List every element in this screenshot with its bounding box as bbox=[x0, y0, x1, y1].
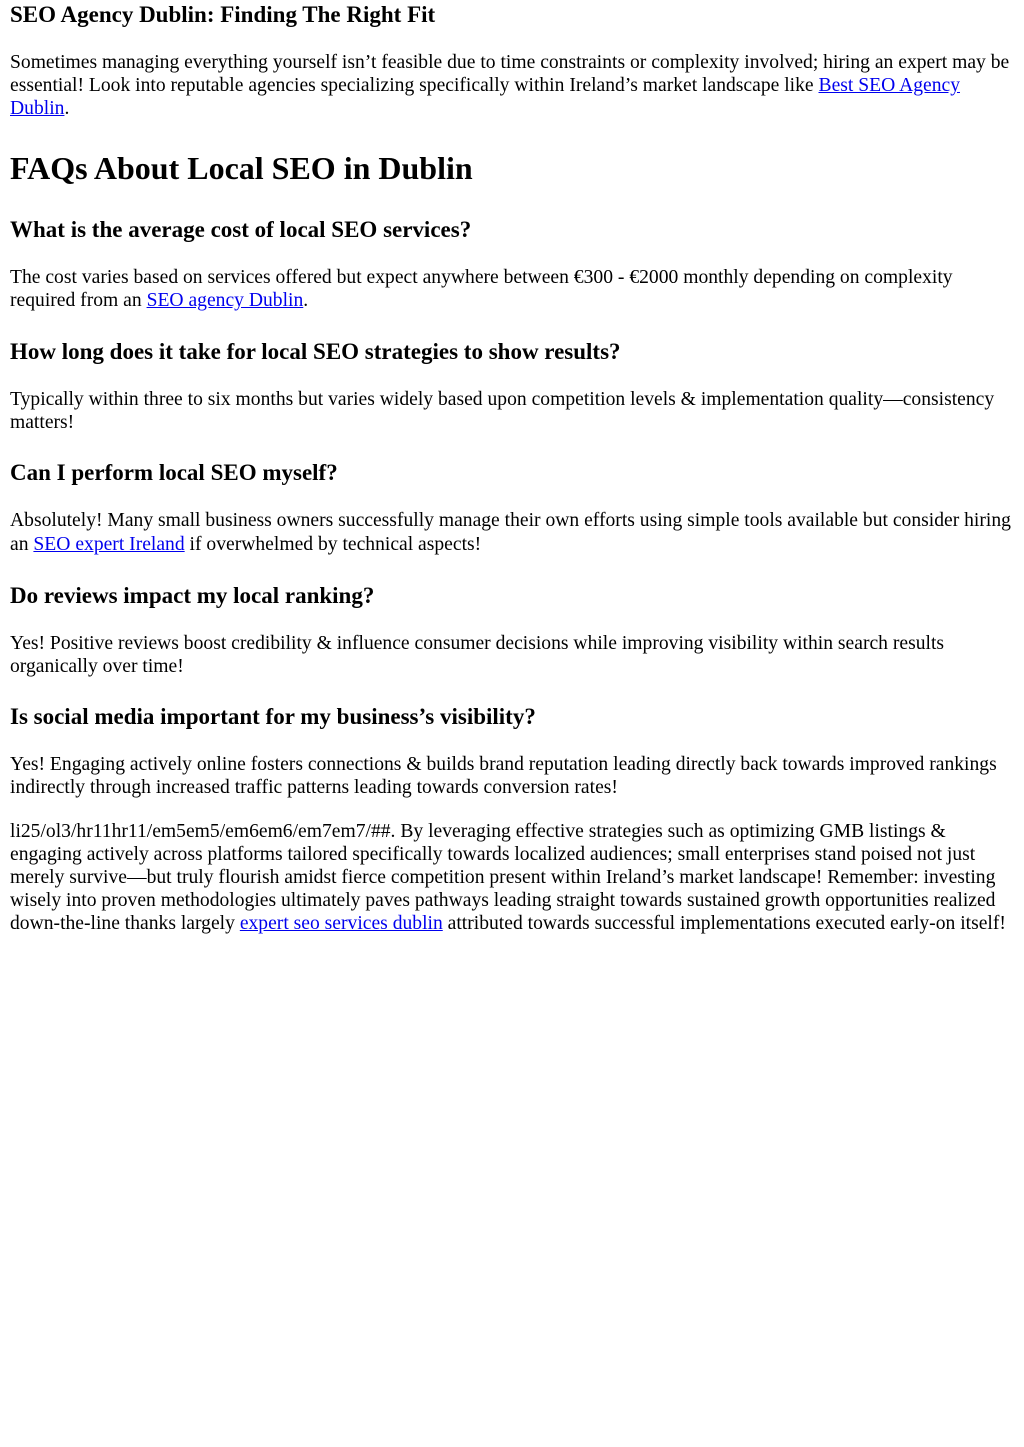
faq-question-diy: Can I perform local SEO myself? bbox=[10, 460, 338, 486]
section-heading-seo-agency: SEO Agency Dublin: Finding The Right Fit bbox=[10, 2, 436, 27]
faq-question-timeline: How long does it take for local SEO strategies to show results? bbox=[10, 339, 621, 365]
intro-paragraph bbox=[10, 51, 1014, 121]
intro-paragraph-text: Sometimes managing everything yourself isn’t feasible due to time constraints or complexity involved; hiring an expert may be essential! Look into reputable agencies specializing specifically within Ireland’s market landscape like bbox=[10, 52, 1010, 97]
faq-answer-social-media: Yes! Engaging actively online fosters connections & builds brand reputation leading directly back towards improved rankings indirectly through increased traffic patterns leading towards conversion rates! bbox=[10, 754, 997, 799]
faq-question-social-media: Is social media important for my business’s visibility? bbox=[10, 704, 536, 730]
faq-answer-cost-text: The cost varies based on services offered but expect anywhere between €300 - €2000 monthly depending on complexity required from an bbox=[10, 266, 953, 311]
faq-answer-diy bbox=[10, 509, 1014, 555]
faq-answer-cost bbox=[10, 266, 1014, 312]
expert-seo-services-dublin-link[interactable]: expert seo services dublin bbox=[239, 913, 443, 935]
faq-answer-diy-end: if overwhelmed by technical aspects! bbox=[184, 533, 482, 555]
conclusion-text: li25/ol3/hr11hr11/em5em5/em6em6/em7em7/##. By leveraging effective strategies such as optimizing GMB listings & engaging actively across platforms tailored specifically towards localized audiences; small enterprises stand poised not just merely survive—but truly flourish amidst fierce competition present within Ireland’s market landscape! Remember: investing wisely into proven methodologies ultimately paves pathways leading straight towards sustained growth opportunities realized down-the-line thanks largely bbox=[10, 820, 996, 935]
conclusion-paragraph bbox=[10, 820, 1014, 936]
intro-paragraph-end: . bbox=[64, 98, 70, 120]
faq-question-cost: What is the average cost of local SEO services? bbox=[10, 216, 472, 242]
conclusion-text-end: attributed towards successful implementations executed early-on itself! bbox=[442, 913, 1006, 935]
seo-expert-ireland-link[interactable]: SEO expert Ireland bbox=[33, 533, 185, 555]
best-seo-agency-dublin-link[interactable]: Best SEO Agency Dublin bbox=[10, 75, 960, 120]
article bbox=[0, 1, 1024, 936]
faq-answer-reviews: Yes! Positive reviews boost credibility & influence consumer decisions while improving visibility within search results organically over time! bbox=[10, 632, 945, 678]
faq-answer-cost-end: . bbox=[303, 289, 309, 311]
seo-agency-dublin-link[interactable]: SEO agency Dublin bbox=[146, 289, 304, 311]
faq-answer-timeline: Typically within three to six months but varies widely based upon competition levels & implementation quality—consistency matters! bbox=[10, 389, 995, 434]
faq-heading: FAQs About Local SEO in Dublin bbox=[10, 149, 473, 186]
faq-question-reviews: Do reviews impact my local ranking? bbox=[10, 582, 375, 608]
faq-answer-diy-text: Absolutely! Many small business owners successfully manage their own efforts using simple tools available but consider hiring an bbox=[10, 510, 1011, 555]
